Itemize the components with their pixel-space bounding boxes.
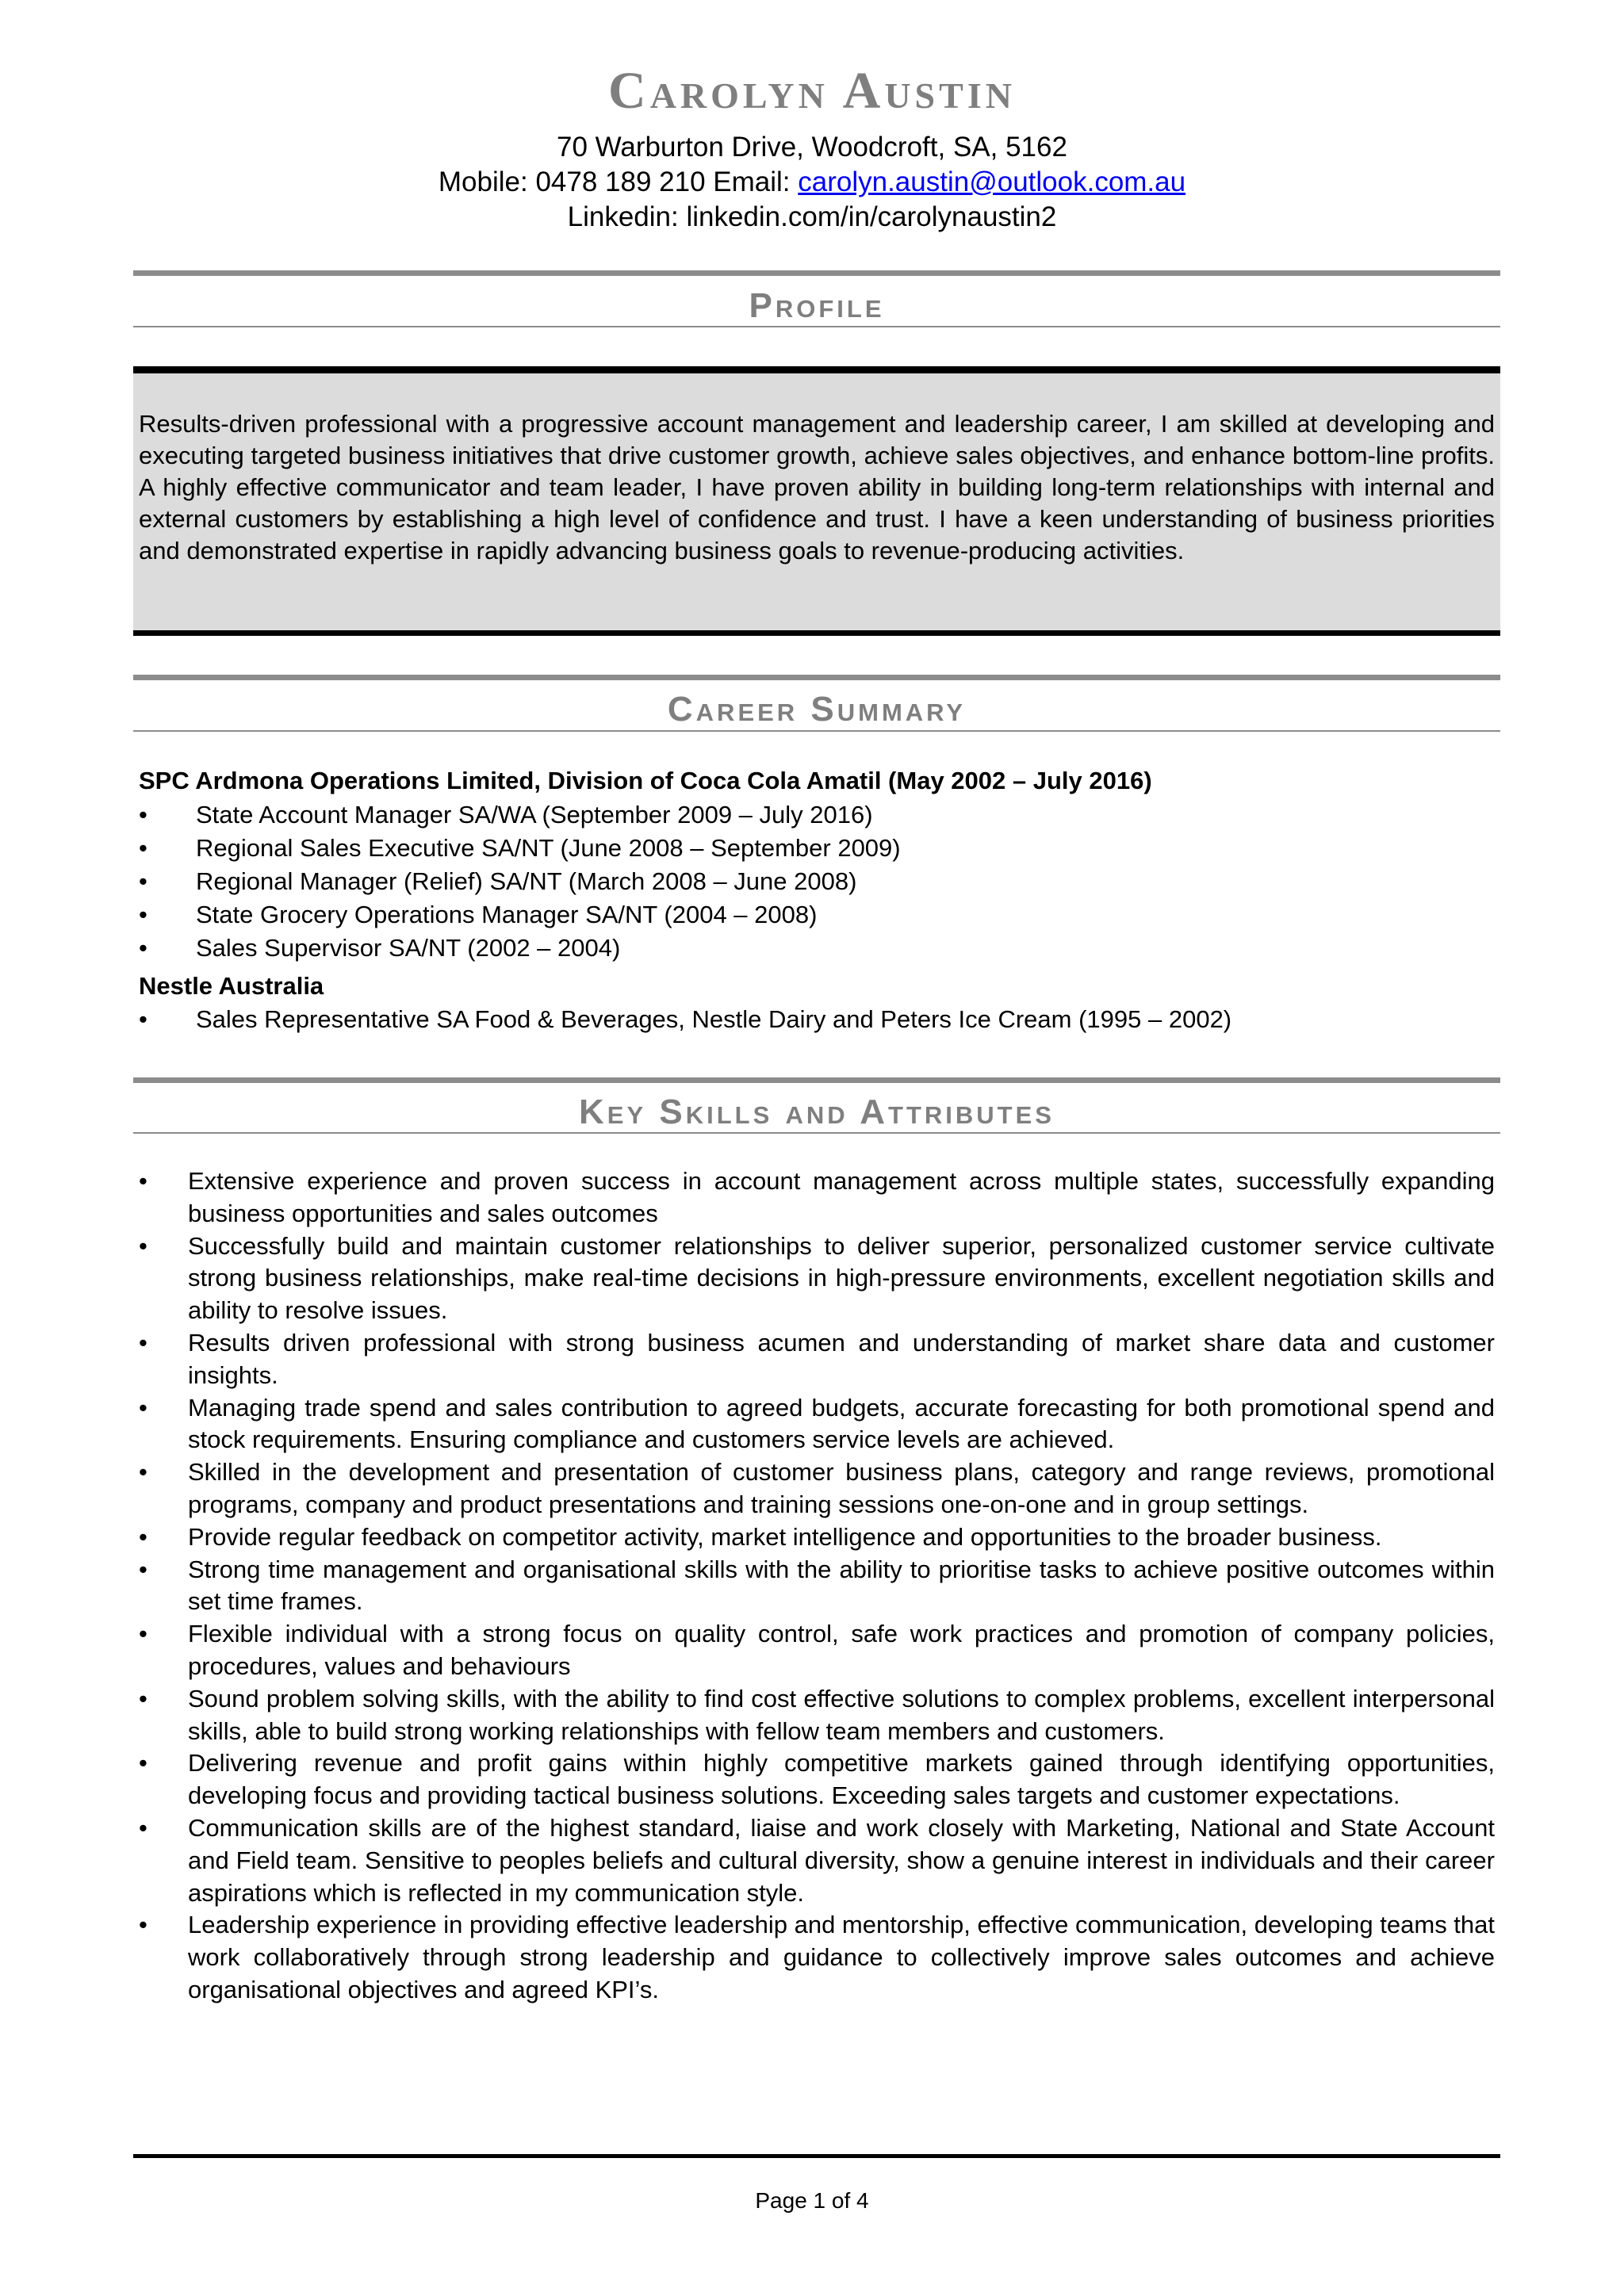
address-line: 70 Warburton Drive, Woodcroft, SA, 5162 (557, 132, 1067, 163)
skills-heading: Key Skills and Attributes (579, 1093, 1055, 1131)
company-nestle: Nestle Australia (139, 972, 324, 1000)
resume-page: Carolyn Austin 70 Warburton Drive, Woodcroft, SA, 5162 Mobile: 0478 189 210 Email: carolyn.austin@outlook.com.au Linkedin: linkedin.com/in/carolynaustin2 Profile Results-driven professional with a progressive account management and leadership career, I am skilled at developing and executing targeted business initiatives that drive customer growth, achieve sales objectives, and enhance bottom-line profits. A highly effective communicator and team leader, I have proven ability in building long-term relationships with internal and external customers by establishing a high level of confidence and trust. I have a keen understanding of business priorities and demonstrated expertise in rapidly advancing business goals to revenue-producing activities. Career Summary SPC Ardmona Operations Limited, Division of Coca Cola Amatil (May 2002 – July 2016) • State Account Manager SA/WA (September 2009 – July 2016) • Regional Sales Executive SA/NT (June 2008 – September 2009) • Regional Manager (Relief) SA/NT (March 2008 – June 2008) • State Grocery Operations Manager SA/NT (2004 – 2008) • Sales Supervisor SA/NT (2002 – 2004) Nestle Australia • Sales Representative SA Food & Beverages, Nestle Dairy and Peters Ice Cream (1995 – 2002) Key Skills and Attributes • Extensive experience and proven success in account management across multiple states, successfully expanding business opportunities and sales outcomes • Successfully build and maintain customer relationships to deliver superior, personalized customer service cultivate strong business relationships, make real-time decisions in high-pressure environments, excellent negotiation skills and ability to resolve issues. • Results driven professional with strong business acumen and understanding of market share data and customer insights. • Managing trade spend and sales contribution to agreed budgets, accurate forecasting for both promotional spend and stock requirements. Ensuring compliance and customers service levels are achieved. • Skilled in the development and presentation of customer business plans, category and range reviews, promotional programs, company and product presentations and training sessions one-on-one and in group settings. • Provide regular feedback on competitor activity, market intelligence and opportunities to the broader business. • Strong time management and organisational skills with the ability to prioritise tasks to achieve positive outcomes within set time frames. • Flexible individual with a strong focus on quality control, safe work practices and promotion of company policies, procedures, values and behaviours • Sound problem solving skills, with the ability to find cost effective solutions to complex problems, excellent interpersonal skills, able to build strong working relationships with fellow team members and customers. • Delivering revenue and profit gains within highly competitive markets gained through identifying opportunities, developing focus and providing tactical business solutions. Exceeding sales targets and customer expectations. • Communication skills are of the highest standard, liaise and work closely with Marketing, National and State Account and Field team. Sensitive to peoples beliefs and cultural diversity, show a genuine interest in individuals and their career aspirations which is reflected in my communication style. • Leadership experience in providing effective leadership and mentorship, effective communication, developing teams that work collaboratively through strong leadership and guidance to collectively improve sales outcomes and achieve organisational objectives and agreed KPI’s. Page 1 of 4 (0, 0, 1624, 2296)
page-number: Page 1 of 4 (755, 2188, 869, 2213)
skill-item: • Leadership experience in providing effective leadership and mentorship, effective communication, developing teams that work collaboratively through strong leadership and guidance to collectively improve sales outcomes and achieve organisational objectives and agreed KPI’s. (139, 1911, 1496, 2003)
skill-item: • Skilled in the development and presentation of customer business plans, category and range reviews, promotional programs, company and product presentations and training sessions one-on-one and in group settings. (139, 1458, 1495, 1518)
profile-top-rule (133, 270, 1500, 276)
skills-top-rule (133, 1077, 1500, 1083)
career-heading: Career Summary (667, 690, 967, 729)
candidate-name: Carolyn Austin (608, 62, 1016, 120)
career-bottom-rule (133, 730, 1500, 732)
skills-list (139, 1165, 1495, 2007)
company-spc-ardmona: SPC Ardmona Operations Limited, Division of Coca Cola Amatil (May 2002 – July 2016) (139, 767, 1152, 794)
contact-line (0, 168, 1624, 196)
profile-text: Results-driven professional with a progressive account management and leadership career, I am skilled at developing and executing targeted business initiatives that drive customer growth, achieve sales objectives, and enhance bottom-line profits. A highly effective communicator and team leader, I have proven ability in building long-term relationships with internal and external customers by establishing a high level of confidence and trust. I have a keen understanding of business priorities and demonstrated expertise in rapidly advancing business goals to revenue-producing activities. (139, 410, 1495, 564)
skill-item: • Delivering revenue and profit gains within highly competitive markets gained through identifying opportunities, developing focus and providing tactical business solutions. Exceeding sales targets and customer expectations. (139, 1749, 1495, 1810)
skill-item: • Strong time management and organisational skills with the ability to prioritise tasks to achieve positive outcomes within set time frames. (139, 1555, 1495, 1616)
profile-bottom-rule (133, 326, 1500, 327)
skill-item: • Successfully build and maintain customer relationships to deliver superior, personalized customer service cultivate strong business relationships, make real-time decisions in high-pressure environments, excellent negotiation skills and ability to resolve issues. (139, 1231, 1495, 1325)
profile-heading: Profile (749, 286, 885, 325)
skill-item: • Flexible individual with a strong focus on quality control, safe work practices and promotion of company policies, procedures, values and behaviours (139, 1620, 1495, 1680)
career-top-rule (133, 675, 1500, 680)
skills-bottom-rule (133, 1132, 1500, 1134)
skill-item: • Extensive experience and proven success in account management across multiple states, successfully expanding business opportunities and sales outcomes (139, 1167, 1495, 1227)
linkedin-line: Linkedin: linkedin.com/in/carolynaustin2 (567, 201, 1057, 232)
skill-item: • Communication skills are of the highest standard, liaise and work closely with Marketing, National and State Account and Field team. Sensitive to peoples beliefs and cultural diversity, show a genuine interest in individuals and their career aspirations which is reflected in my communication style. (139, 1813, 1495, 1907)
mobile-label: Mobile: 0478 189 210 Email: (438, 166, 799, 197)
skill-item: • Provide regular feedback on competitor activity, market intelligence and opportunities to the broader business. (139, 1522, 1382, 1551)
email-link[interactable]: carolyn.austin@outlook.com.au (798, 166, 1186, 197)
skill-item: • Results driven professional with strong business acumen and understanding of market share data and customer insights. (139, 1328, 1495, 1389)
footer-rule (133, 2154, 1500, 2158)
skill-item: • Sound problem solving skills, with the ability to find cost effective solutions to complex problems, excellent interpersonal skills, able to build strong working relationships with fellow team members and customers. (139, 1684, 1495, 1745)
skill-item: • Managing trade spend and sales contribution to agreed budgets, accurate forecasting for both promotional spend and stock requirements. Ensuring compliance and customers service levels are achieved. (139, 1393, 1495, 1454)
